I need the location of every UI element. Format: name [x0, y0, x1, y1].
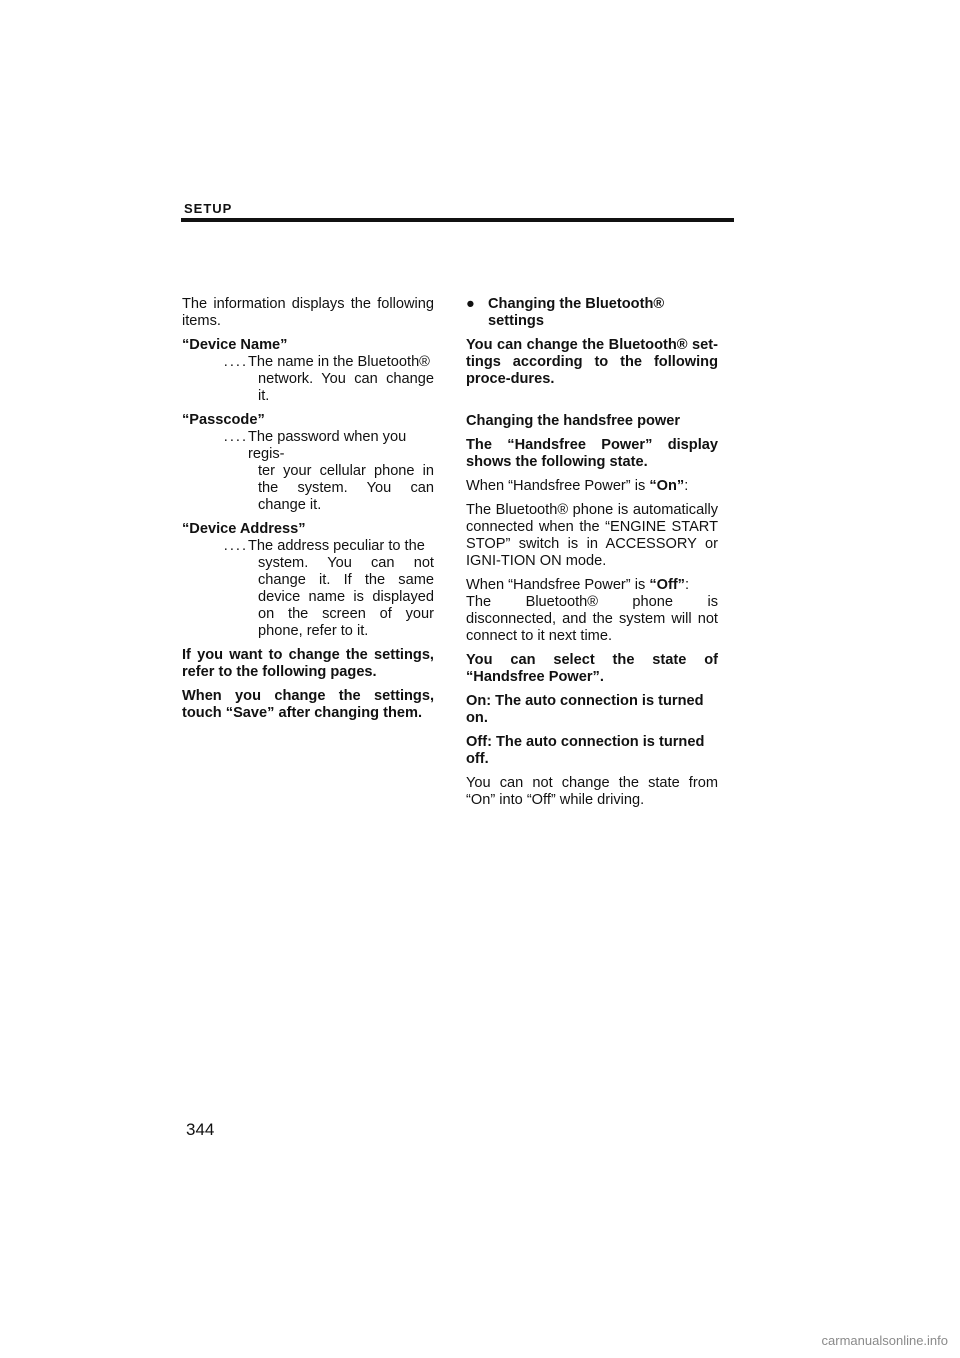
definition-rest: ter your cellular phone in the system. You can change it. [258, 463, 434, 513]
definition-device-name [182, 337, 434, 405]
on-state-label: When “Handsfree Power” is “On”: [466, 478, 689, 494]
definition-passcode [182, 412, 434, 514]
select-state-text: You can select the state of “Handsfree Power”. [466, 652, 718, 685]
bullet-icon: ● [466, 296, 475, 312]
term-device-name: “Device Name” [182, 337, 288, 353]
definition-rest: system. You can not change it. If the same device name is displayed on the screen of your phone, refer to it. [258, 555, 434, 639]
right-column [466, 296, 718, 816]
left-column [182, 296, 434, 729]
on-description: The Bluetooth® phone is automatically connected when the “ENGINE START STOP” switch is in ACCESSORY or IGNI-TION ON mode. [466, 502, 718, 569]
header-rule [181, 218, 734, 222]
off-line: Off: The auto connection is turned off. [466, 734, 705, 767]
off-value: “Off” [649, 577, 685, 593]
bullet-body: You can change the Bluetooth® set-tings according to the following proce-dures. [466, 337, 718, 387]
leader-dots: .... [223, 538, 248, 554]
definition-rest: network. You can change it. [258, 371, 434, 404]
intro-text: The information displays the following items. [182, 296, 434, 329]
watermark: carmanualsonline.info [821, 1333, 948, 1348]
state-intro: The “Handsfree Power” display shows the following state. [466, 437, 718, 470]
off-description: The Bluetooth® phone is disconnected, and the system will not connect to it next time. [466, 594, 718, 644]
driving-note: You can not change the state from “On” into “Off” while driving. [466, 775, 718, 808]
bullet-heading-text: Changing the Bluetooth® settings [488, 296, 665, 329]
definition-device-address [182, 521, 434, 640]
leader-dots: .... [223, 429, 248, 445]
off-state-label: When “Handsfree Power” is “Off”: [466, 577, 690, 593]
sub-heading: Changing the handsfree power [466, 413, 681, 429]
on-line: On: The auto connection is turned on. [466, 693, 704, 726]
term-device-address: “Device Address” [182, 521, 306, 537]
settings-note: If you want to change the settings, refer to the following pages. [182, 647, 434, 680]
term-passcode: “Passcode” [182, 412, 265, 428]
definition-first-line: The name in the Bluetooth® [248, 354, 430, 370]
on-value: “On” [649, 478, 685, 494]
definition-first-line: The address peculiar to the [248, 538, 425, 554]
save-note: When you change the settings, touch “Save” after changing them. [182, 688, 434, 721]
section-title: SETUP [184, 201, 233, 216]
leader-dots: .... [223, 354, 248, 370]
page-number: 344 [186, 1120, 215, 1139]
definition-first-line: The password when you regis- [248, 429, 407, 462]
bullet-heading [466, 296, 718, 330]
